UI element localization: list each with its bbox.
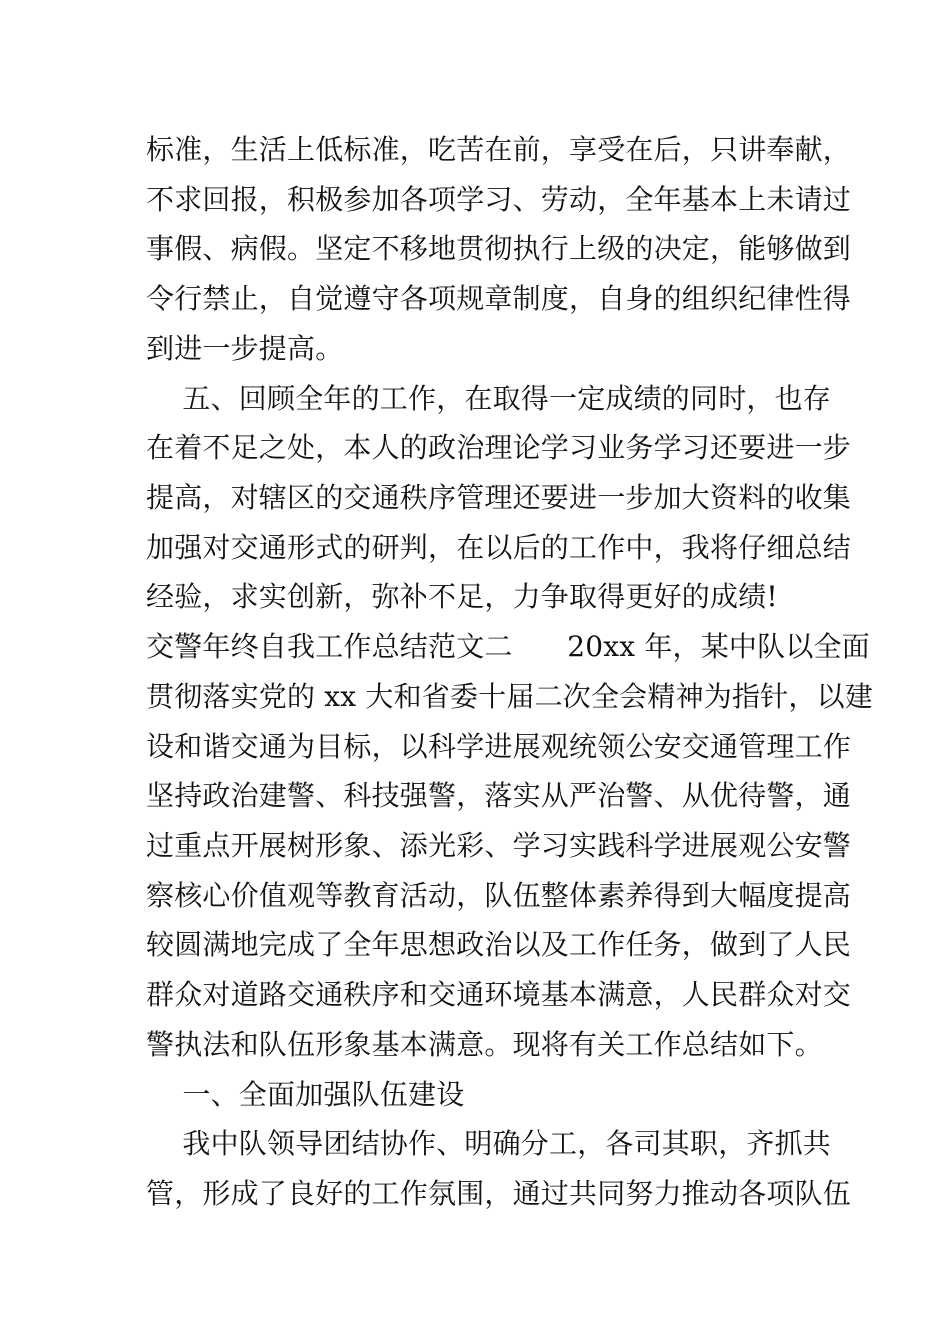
- text-line: 察核心价值观等教育活动，队伍整体素养得到大幅度提高: [146, 879, 852, 912]
- text-line: 设和谐交通为目标，以科学进展观统领公安交通管理工作: [146, 730, 852, 763]
- text-line: 警执法和队伍形象基本满意。现将有关工作总结如下。: [146, 1028, 823, 1061]
- text-line: 标准，生活上低标准，吃苦在前，享受在后，只讲奉献，: [146, 133, 852, 166]
- text-line: 事假、病假。坚定不移地贯彻执行上级的决定，能够做到: [146, 232, 852, 265]
- text-line: 群众对道路交通秩序和交通环境基本满意，人民群众对交: [146, 978, 852, 1011]
- text-line: 管，形成了良好的工作氛围，通过共同努力推动各项队伍: [146, 1177, 852, 1210]
- text-line: 我中队领导团结协作、明确分工，各司其职，齐抓共: [146, 1127, 832, 1160]
- text-line: 过重点开展树形象、添光彩、学习实践科学进展观公安警: [146, 829, 852, 862]
- text-line: 贯彻落实党的 xx 大和省委十届二次全会精神为指针，以建: [146, 680, 873, 713]
- text-line: 经验，求实创新，弥补不足，力争取得更好的成绩!: [146, 580, 778, 613]
- section-heading: 一、全面加强队伍建设: [146, 1078, 465, 1111]
- text-line: 在着不足之处，本人的政治理论学习业务学习还要进一步: [146, 431, 852, 464]
- text-line: 较圆满地完成了全年思想政治以及工作任务，做到了人民: [146, 928, 852, 961]
- text-line: 加强对交通形式的研判，在以后的工作中，我将仔细总结: [146, 531, 852, 564]
- text-line: 提高，对辖区的交通秩序管理还要进一步加大资料的收集: [146, 481, 852, 514]
- text-line: 令行禁止，自觉遵守各项规章制度，自身的组织纪律性得: [146, 282, 852, 315]
- text-line: 坚持政治建警、科技强警，落实从严治警、从优待警，通: [146, 779, 852, 812]
- text-line: 交警年终自我工作总结范文二 20xx 年，某中队以全面: [146, 630, 870, 663]
- text-line: 到进一步提高。: [146, 332, 344, 365]
- text-line: 五、回顾全年的工作，在取得一定成绩的同时，也存: [146, 382, 832, 415]
- text-line: 不求回报，积极参加各项学习、劳动，全年基本上未请过: [146, 183, 852, 216]
